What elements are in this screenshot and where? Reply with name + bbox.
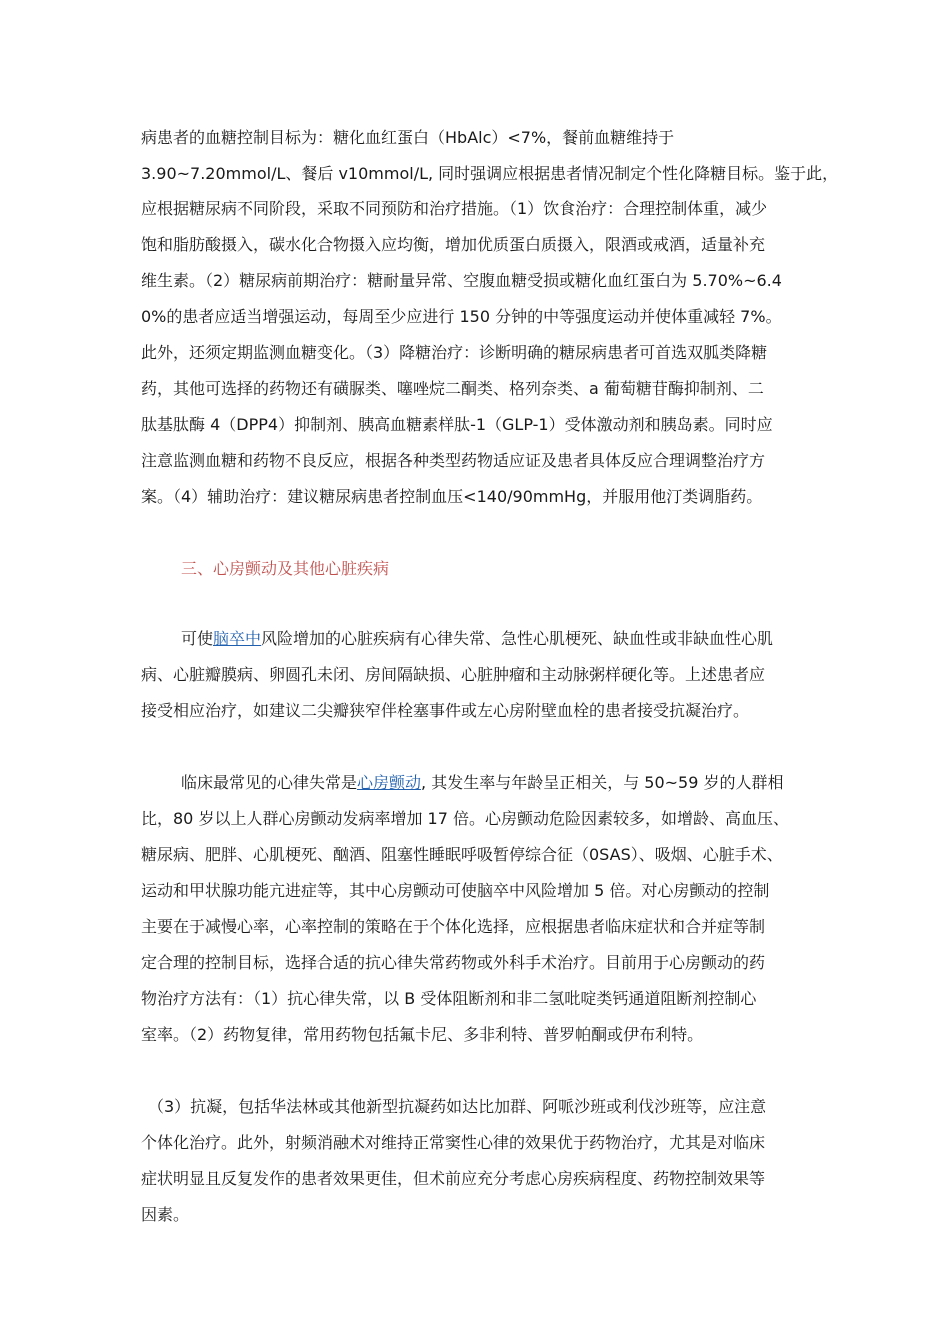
text-line: 症状明显且反复发作的患者效果更佳，但术前应充分考虑心房疾病程度、药物控制效果等 (141, 1169, 766, 1188)
text-line: 运动和甲状腺功能亢进症等，其中心房颤动可使脑卒中风险增加 5 倍。对心房颤动的控制 (141, 881, 770, 900)
text-line: 病患者的血糖控制目标为：糖化血红蛋白（HbAlc）<7%，餐前血糖维持于 (141, 128, 675, 147)
text-segment: 临床最常见的心律失常是 (181, 773, 358, 792)
text-line: 糖尿病、肥胖、心肌梗死、酗酒、阻塞性睡眠呼吸暂停综合征（0SAS）、吸烟、心脏手术、 (141, 845, 783, 864)
stroke-link[interactable]: 脑卒中 (213, 629, 262, 648)
text-line: 饱和脂肪酸摄入，碳水化合物摄入应均衡，增加优质蛋白质摄入，限酒或戒酒，适量补充 (141, 235, 766, 254)
text-line: 0%的患者应适当增强运动，每周至少应进行 150 分钟的中等强度运动并使体重减轻 7%。 (141, 307, 782, 326)
text-line: 物治疗方法有：（1）抗心律失常，以 B 受体阻断剂和非二氢吡啶类钙通道阻断剂控制心 (141, 989, 757, 1008)
text-line: 案。（4）辅助治疗：建议糖尿病患者控制血压<140/90mmHg，并服用他汀类调脂药。 (141, 487, 763, 506)
text-line: 因素。 (141, 1205, 190, 1224)
text-line (181, 627, 773, 651)
text-line: 定合理的控制目标，选择合适的抗心律失常药物或外科手术治疗。目前用于心房颤动的药 (141, 953, 766, 972)
text-line: 比，80 岁以上人群心房颤动发病率增加 17 倍。心房颤动危险因素较多，如增龄、高血压、 (141, 809, 789, 828)
text-line: 应根据糖尿病不同阶段，采取不同预防和治疗措施。（1）饮食治疗：合理控制体重，减少 (141, 199, 768, 218)
text-line: 注意监测血糖和药物不良反应，根据各种类型药物适应证及患者具体反应合理调整治疗方 (141, 451, 766, 470)
text-segment: 可使 (181, 629, 214, 648)
atrial-fibrillation-link[interactable]: 心房颤动 (357, 773, 422, 792)
text-line: 主要在于减慢心率，心率控制的策略在于个体化选择，应根据患者临床症状和合并症等制 (141, 917, 766, 936)
text-line: 3.90~7.20mmol/L、餐后 v10mmol/L, 同时强调应根据患者情况制定个性化降糖目标。鉴于此， (141, 164, 839, 183)
text-line: 个体化治疗。此外，射频消融术对维持正常窦性心律的效果优于药物治疗，尤其是对临床 (141, 1133, 766, 1152)
text-line: 病、心脏瓣膜病、卵圆孔未闭、房间隔缺损、心脏肿瘤和主动脉粥样硬化等。上述患者应 (141, 665, 766, 684)
text-line: 药，其他可选择的药物还有磺脲类、噻唑烷二酮类、格列奈类、a 葡萄糖苷酶抑制剂、二 (141, 379, 764, 398)
text-line: 接受相应治疗，如建议二尖瓣狭窄伴栓塞事件或左心房附壁血栓的患者接受抗凝治疗。 (141, 701, 750, 720)
text-line: 室率。（2）药物复律，常用药物包括氟卡尼、多非利特、普罗帕酮或伊布利特。 (141, 1025, 704, 1044)
text-line (181, 771, 784, 795)
text-line: 肽基肽酶 4（DPP4）抑制剂、胰高血糖素样肽-1（GLP-1）受体激动剂和胰岛素。同时应 (141, 415, 773, 434)
text-line: （3）抗凝，包括华法林或其他新型抗凝药如达比加群、阿哌沙班或利伐沙班等，应注意 (148, 1097, 767, 1116)
section-heading: 三、心房颤动及其他心脏疾病 (181, 559, 390, 578)
text-segment: , 其发生率与年龄呈正相关，与 50~59 岁的人群相 (421, 773, 784, 792)
text-line: 维生素。（2）糖尿病前期治疗：糖耐量异常、空腹血糖受损或糖化血红蛋白为 5.70%~6.4 (141, 271, 782, 290)
text-line: 此外，还须定期监测血糖变化。（3）降糖治疗：诊断明确的糖尿病患者可首选双胍类降糖 (141, 343, 768, 362)
text-segment: 风险增加的心脏疾病有心律失常、急性心肌梗死、缺血性或非缺血性心肌 (261, 629, 774, 648)
